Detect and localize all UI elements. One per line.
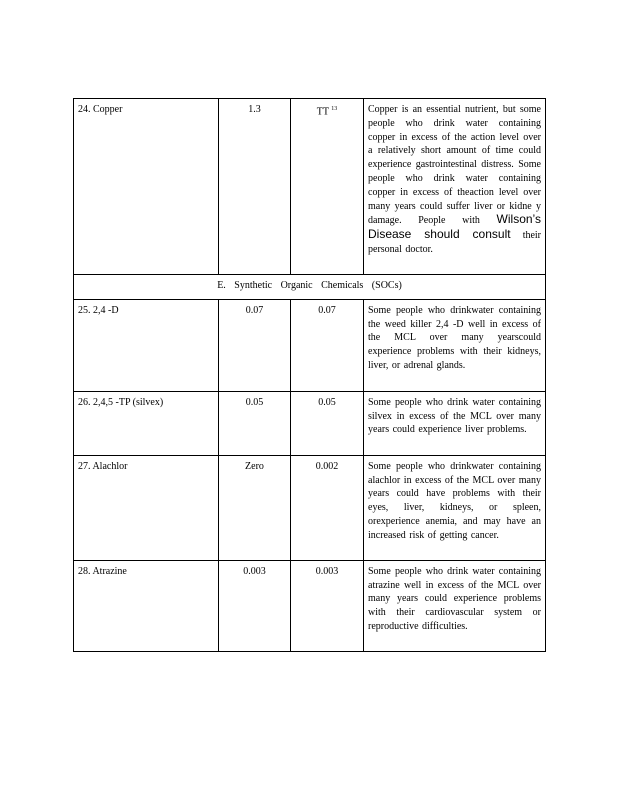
- mcl-value: 0.003: [291, 560, 364, 651]
- table-row: [74, 455, 546, 560]
- mcl-value: 0.002: [291, 455, 364, 560]
- table-row: [74, 560, 546, 651]
- mclg-value: 0.003: [219, 560, 291, 651]
- health-effects-text: Copper is an essential nutrient, but some people who drink water containing copper in excess of the action level over a relatively short amount of time could experience gastrointestinal distress. Some people who drink water containing copper in excess of theaction level over many years could suffer liver or kidne y damage. People with: [368, 104, 541, 227]
- mcl-value: 0.05: [291, 391, 364, 455]
- health-effects: [364, 99, 546, 275]
- contaminant-name: 27. Alachlor: [74, 455, 219, 560]
- table-row: [74, 391, 546, 455]
- mclg-value: 0.07: [219, 299, 291, 391]
- mclg-value: 1.3: [219, 99, 291, 275]
- health-effects-emphasis: Wilson’s Disease should consult: [368, 212, 542, 242]
- contaminant-table: [73, 98, 546, 652]
- contaminant-name: 24. Copper: [74, 99, 219, 275]
- contaminant-name: 25. 2,4 -D: [74, 299, 219, 391]
- health-effects: Some people who drinkwater containing the weed killer 2,4 -D well in excess of the MCL over many yearscould experience problems with their kidneys, liver, or adrenal glands.: [364, 299, 546, 391]
- section-header: E. Synthetic Organic Chemicals (SOCs): [74, 275, 546, 300]
- contaminant-name: 26. 2,4,5 -TP (silvex): [74, 391, 219, 455]
- section-header-row: [74, 275, 546, 300]
- health-effects: Some people who drinkwater containing alachlor in excess of the MCL over many years could have problems with their eyes, liver, kidneys, or spleen, orexperience anemia, and may have an increased risk of getting cancer.: [364, 455, 546, 560]
- health-effects-text-end: their personal doctor.: [368, 230, 542, 255]
- health-effects: Some people who drink water containing atrazine well in excess of the MCL over many years could experience problems with their cardiovascular system or reproductive difficulties.: [364, 560, 546, 651]
- health-effects: Some people who drink water containing silvex in excess of the MCL over many years could experience liver problems.: [364, 391, 546, 455]
- footnote-ref: 13: [331, 106, 338, 112]
- contaminant-name: 28. Atrazine: [74, 560, 219, 651]
- mcl-value: [291, 99, 364, 275]
- table-row: [74, 299, 546, 391]
- mclg-value: Zero: [219, 455, 291, 560]
- mcl-text: TT: [316, 106, 329, 118]
- mclg-value: 0.05: [219, 391, 291, 455]
- mcl-value: 0.07: [291, 299, 364, 391]
- table-row: [74, 99, 546, 275]
